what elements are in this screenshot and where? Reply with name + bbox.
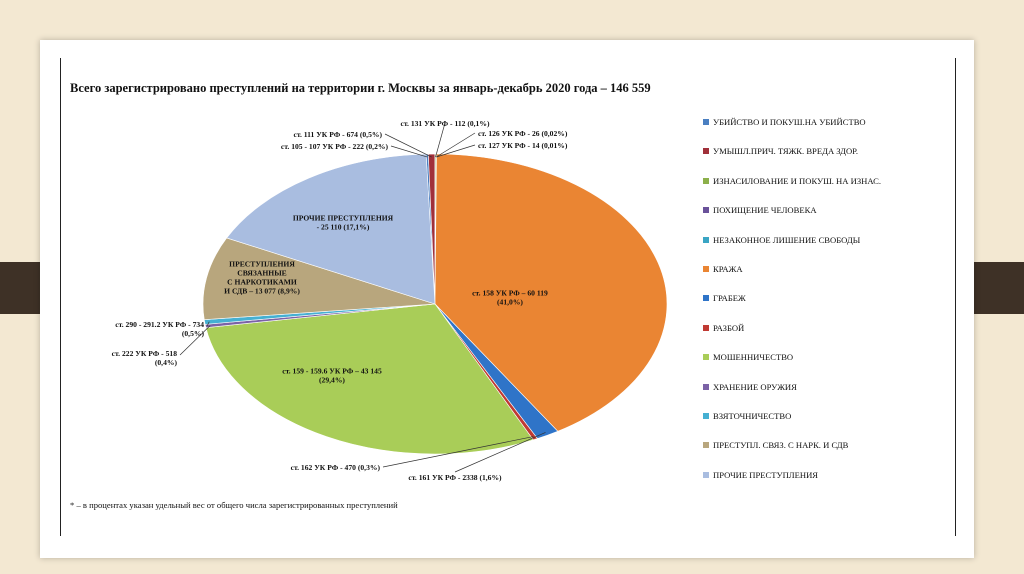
slice-label-8: ст. 159 - 159.6 УК РФ – 43 145 (29,4%) [282,366,382,385]
legend-item [703,235,973,264]
legend-item [703,117,973,146]
leader-line-3 [436,133,475,157]
legend-swatch [703,354,709,360]
legend-label: ПРЕСТУПЛ. СВЯЗ. С НАРК. И СДВ [713,440,849,451]
slice-label-7: ст. 162 УК РФ - 470 (0,3%) [290,463,380,472]
legend-label: НЕЗАКОННОЕ ЛИШЕНИЕ СВОБОДЫ [713,234,861,245]
chart-title: Всего зарегистрировано преступлений на территории г. Москвы за январь-декабрь 2020 года – 146 559 [70,81,651,95]
slice-label-2: ст. 131 УК РФ - 112 (0,1%) [400,119,490,128]
legend-swatch [703,148,709,154]
legend-swatch [703,442,709,448]
slice-label-5: ст. 158 УК РФ – 60 119 (41,0%) [472,288,548,307]
legend-item [703,205,973,234]
slice-label-12: ПРОЧИЕ ПРЕСТУПЛЕНИЯ - 25 110 (17,1%) [292,213,394,232]
legend-item [703,470,973,499]
legend-label: ГРАБЕЖ [713,293,746,304]
legend-item [703,352,973,381]
legend-item [703,440,973,469]
legend-swatch [703,119,709,125]
chart-legend [703,117,973,499]
legend-label: ПОХИЩЕНИЕ ЧЕЛОВЕКА [713,205,817,216]
slice-label-11: ПРЕСТУПЛЕНИЯ СВЯЗАННЫЕ С НАРКОТИКАМИ И СДВ – 13 077 (8,9%) [224,259,300,296]
legend-label: ИЗНАСИЛОВАНИЕ И ПОКУШ. НА ИЗНАС. [713,175,881,186]
legend-item [703,382,973,411]
leader-line-2 [436,123,445,157]
legend-swatch [703,295,709,301]
legend-item [703,264,973,293]
legend-label: УМЫШЛ.ПРИЧ. ТЯЖК. ВРЕДА ЗДОР. [713,146,859,157]
slice-label-3: ст. 126 УК РФ - 26 (0,02%) [478,129,568,138]
legend-swatch [703,413,709,419]
leader-line-1 [385,134,432,157]
slice-label-4: ст. 127 УК РФ - 14 (0,01%) [478,141,568,150]
slice-label-0: ст. 105 - 107 УК РФ - 222 (0,2%) [280,142,388,151]
legend-label: ХРАНЕНИЕ ОРУЖИЯ [713,381,797,392]
legend-label: КРАЖА [713,263,743,274]
legend-swatch [703,384,709,390]
legend-label: УБИЙСТВО И ПОКУШ.НА УБИЙСТВО [713,117,866,127]
legend-label: РАЗБОЙ [713,322,745,333]
legend-swatch [703,237,709,243]
legend-item [703,411,973,440]
legend-swatch [703,178,709,184]
slice-label-1: ст. 111 УК РФ - 674 (0,5%) [293,130,382,139]
legend-item [703,146,973,175]
legend-item [703,323,973,352]
footnote: * – в процентах указан удельный вес от общего числа зарегистрированных преступлений [70,500,398,510]
slice-label-10: ст. 290 - 291.2 УК РФ - 734 (0,5%) [115,320,204,338]
slice-label-6: ст. 161 УК РФ - 2338 (1,6%) [408,473,502,482]
legend-item [703,176,973,205]
legend-item [703,293,973,322]
legend-swatch [703,266,709,272]
legend-label: МОШЕННИЧЕСТВО [713,352,794,363]
legend-label: ПРОЧИЕ ПРЕСТУПЛЕНИЯ [713,469,819,480]
slice-label-9: ст. 222 УК РФ - 518 (0,4%) [111,349,177,367]
legend-swatch [703,207,709,213]
legend-label: ВЗЯТОЧНИЧЕСТВО [713,410,792,421]
legend-swatch [703,325,709,331]
legend-swatch [703,472,709,478]
